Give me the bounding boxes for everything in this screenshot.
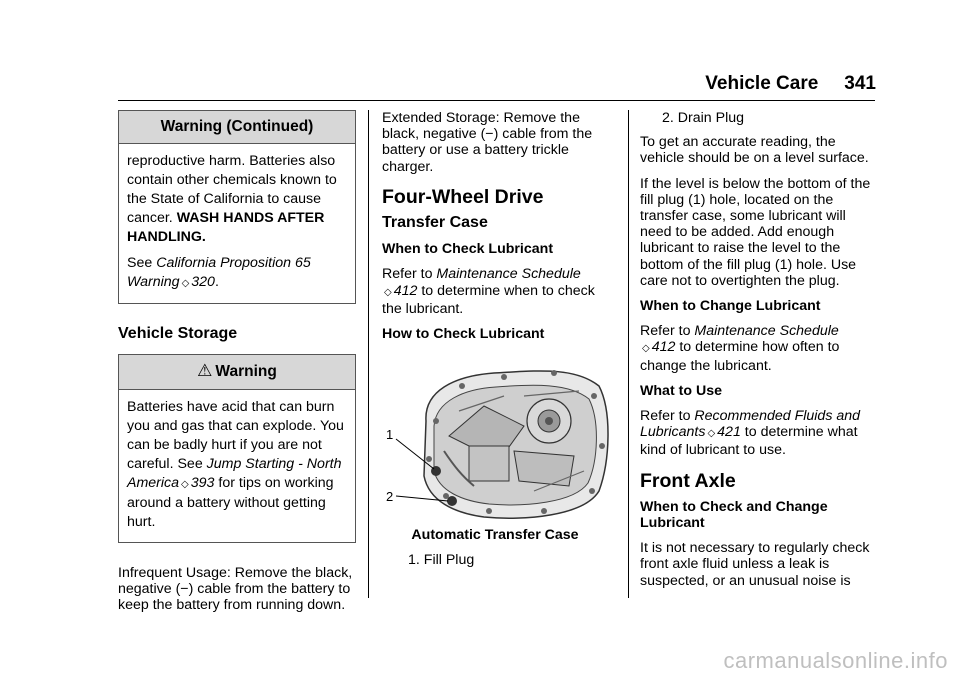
level-text: If the level is below the bottom of the fill plug (1) hole, located on the transfer case, some lubricant will need to be added. Add enough lubricant to raise the level to the bottom of the fill plug (1) hole. Use care not to overtighten the plug.	[640, 175, 871, 289]
accurate-reading-text: To get an accurate reading, the vehicle should be on a level surface.	[640, 134, 869, 167]
transfer-case-illustration	[374, 351, 614, 521]
figure-label-2: 2	[386, 489, 394, 505]
watermark: carmanualsonline.info	[723, 648, 948, 673]
page-ref-icon: ◇	[642, 343, 650, 355]
warning-box	[118, 354, 356, 542]
column-2	[382, 110, 608, 575]
front-axle-heading: Front Axle	[640, 469, 736, 492]
list-item-fill-plug: 1. Fill Plug	[408, 552, 475, 569]
change-refer-text: Refer to Maintenance Schedule ◇ 412 to determine how often to change the lubricant.	[640, 323, 840, 374]
warning-continued-text: reproductive harm. Batteries also contain other chemicals known to the State of California to cause cancer. WASH HANDS AFTER HANDLING.	[127, 153, 337, 246]
vehicle-storage-heading: Vehicle Storage	[118, 325, 238, 343]
transfer-case-drawing	[374, 351, 614, 521]
column-divider-2	[628, 110, 629, 598]
how-to-check-heading: How to Check Lubricant	[382, 326, 545, 343]
transfer-case-heading: Transfer Case	[382, 214, 488, 232]
column-3	[640, 110, 878, 598]
section-title: Vehicle Care	[705, 73, 819, 94]
page-ref-icon: ◇	[181, 478, 189, 490]
column-1	[118, 110, 356, 622]
infrequent-usage-text: Infrequent Usage: Remove the black, negative (−) cable from the battery to keep the battery from running down.	[118, 564, 353, 614]
maintenance-schedule-link-2[interactable]: Maintenance Schedule	[694, 323, 839, 340]
maintenance-page-ref[interactable]: 412	[393, 282, 418, 299]
drain-plug-marker	[447, 496, 457, 506]
axle-check-change-heading: When to Check and Change Lubricant	[640, 498, 828, 532]
page-number: 341	[844, 73, 876, 94]
what-to-use-heading: What to Use	[640, 382, 722, 399]
prop65-page-ref[interactable]: 320	[191, 274, 215, 291]
fluids-page-ref[interactable]: 421	[717, 424, 741, 441]
jump-starting-page-ref[interactable]: 393	[190, 474, 215, 491]
fluids-lubricants-link[interactable]: Recommended Fluids and Lubricants	[640, 408, 861, 441]
axle-text: It is not necessary to regularly check front axle fluid unless a leak is suspected, or an unusual noise is	[640, 540, 870, 589]
when-to-change-heading: When to Change Lubricant	[640, 298, 821, 315]
warning-continued-box	[118, 110, 356, 304]
four-wheel-drive-heading: Four-Wheel Drive	[382, 185, 544, 208]
use-refer-text: Refer to Recommended Fluids and Lubricants ◇ 421 to determine what kind of lubricant to use.	[640, 408, 861, 459]
list-item-drain-plug: 2. Drain Plug	[662, 110, 745, 126]
page-ref-icon: ◇	[384, 286, 392, 298]
warning-text: Batteries have acid that can burn you and gas that can explode. You can be badly hurt if you are not careful. See Jump Starting - North America ◇ 393 for tips on working around a battery without getting hurt.	[127, 398, 344, 530]
warning-continued-title: Warning (Continued)	[119, 111, 355, 144]
header-rule	[118, 100, 875, 101]
figure-caption: Automatic Transfer Case	[411, 527, 579, 544]
column-divider-1	[368, 110, 369, 598]
warning-title: Warning	[215, 363, 277, 381]
maintenance-schedule-link[interactable]: Maintenance Schedule	[436, 266, 581, 283]
when-to-check-heading: When to Check Lubricant	[382, 241, 554, 258]
check-refer-text: Refer to Maintenance Schedule ◇ 412 to determine when to check the lubricant.	[382, 266, 595, 317]
page-header	[705, 73, 876, 95]
extended-storage-text: Extended Storage: Remove the black, negative (−) cable from the battery or use a battery trickle charger.	[382, 110, 593, 175]
warning-triangle-icon: ⚠	[197, 361, 213, 381]
warning-continued-see: See California Proposition 65 Warning ◇ 320.	[127, 255, 311, 291]
page-ref-icon: ◇	[707, 428, 716, 440]
page-ref-icon: ◇	[181, 278, 190, 290]
maintenance-page-ref-2[interactable]: 412	[651, 339, 676, 356]
jump-starting-link[interactable]: Jump Starting - North America	[127, 455, 342, 491]
figure-label-1: 1	[386, 427, 394, 443]
prop65-link[interactable]: California Proposition 65 Warning	[127, 255, 311, 291]
